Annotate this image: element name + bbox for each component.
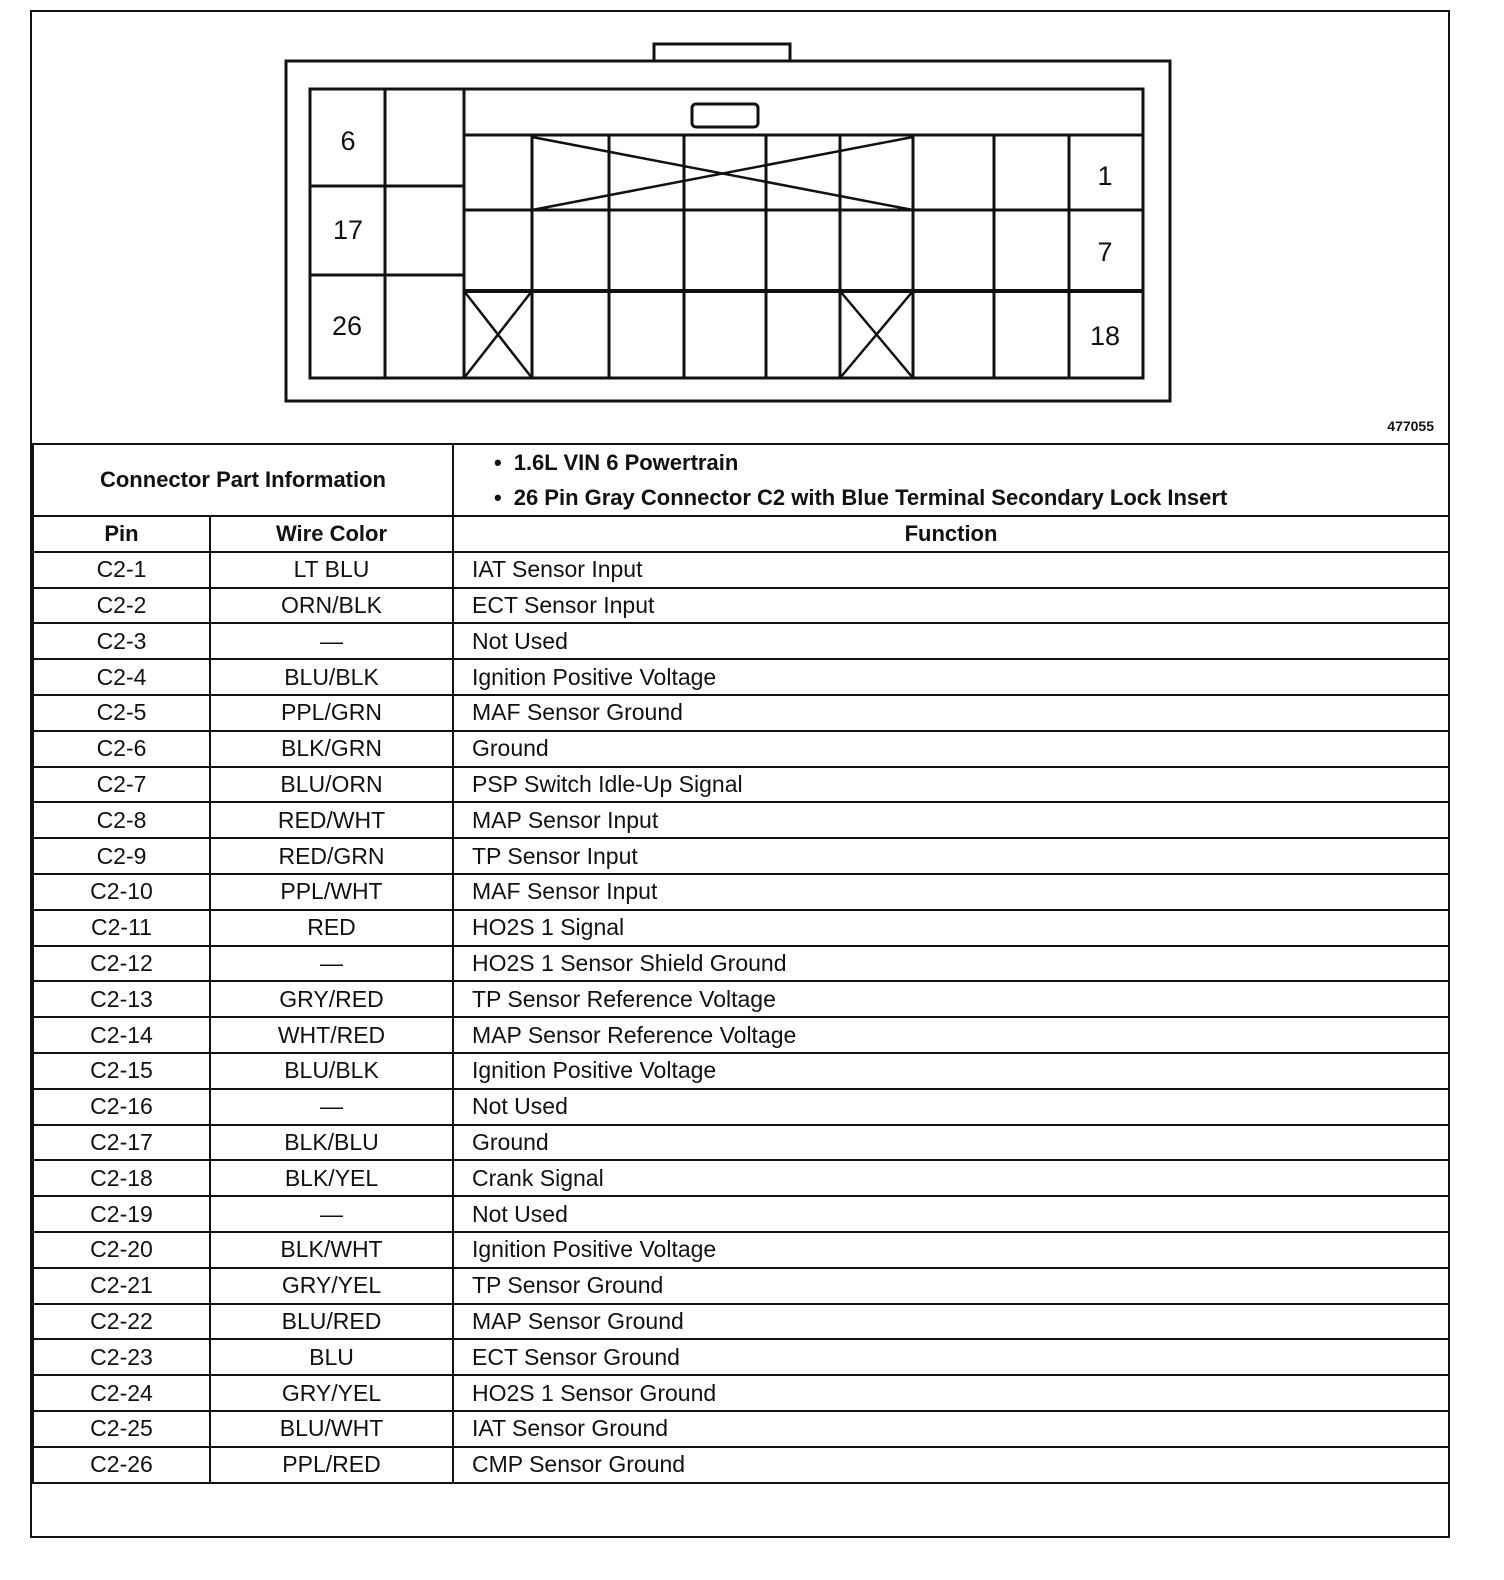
wire-color-cell: — <box>210 1196 453 1232</box>
table-row <box>33 946 1449 982</box>
connector-info-row <box>33 444 1449 516</box>
pin-cell: C2-17 <box>33 1125 210 1161</box>
wire-color-cell: BLU/WHT <box>210 1411 453 1447</box>
table-row <box>33 767 1449 803</box>
pin-cell: C2-20 <box>33 1232 210 1268</box>
pin-cell: C2-22 <box>33 1304 210 1340</box>
table-row <box>33 1339 1449 1375</box>
lock-insert-slot <box>692 104 758 127</box>
table-row <box>33 695 1449 731</box>
function-cell: Not Used <box>453 1196 1449 1232</box>
function-cell: Ground <box>453 731 1449 767</box>
pin-cell: C2-13 <box>33 981 210 1017</box>
pin-cell: C2-21 <box>33 1268 210 1304</box>
wire-color-cell: PPL/RED <box>210 1447 453 1483</box>
column-header-pin: Pin <box>33 516 210 552</box>
function-cell: Ignition Positive Voltage <box>453 1053 1449 1089</box>
pin-cell: C2-12 <box>33 946 210 982</box>
cavity-label-1: 1 <box>1097 161 1113 191</box>
cavity-label-6: 6 <box>340 126 356 156</box>
table-row <box>33 1268 1449 1304</box>
wire-color-cell: — <box>210 946 453 982</box>
table-row <box>33 1125 1449 1161</box>
info-bullet: • 1.6L VIN 6 Powertrain <box>494 450 739 475</box>
function-cell: MAF Sensor Ground <box>453 695 1449 731</box>
function-cell: IAT Sensor Input <box>453 552 1449 588</box>
pin-cell: C2-26 <box>33 1447 210 1483</box>
connector-info-title: Connector Part Information <box>33 444 453 516</box>
table-row <box>33 1447 1449 1483</box>
function-cell: Crank Signal <box>453 1160 1449 1196</box>
function-cell: ECT Sensor Input <box>453 588 1449 624</box>
function-cell: MAP Sensor Reference Voltage <box>453 1017 1449 1053</box>
pin-cell: C2-25 <box>33 1411 210 1447</box>
table-row <box>33 1375 1449 1411</box>
connector-latch-tab <box>654 44 790 61</box>
cavity-label-26: 26 <box>331 311 363 341</box>
wire-color-cell: GRY/YEL <box>210 1268 453 1304</box>
function-cell: TP Sensor Ground <box>453 1268 1449 1304</box>
wire-color-cell: GRY/RED <box>210 981 453 1017</box>
wire-color-cell: RED/GRN <box>210 838 453 874</box>
function-cell: Not Used <box>453 623 1449 659</box>
pin-cell: C2-9 <box>33 838 210 874</box>
wire-color-cell: BLU/RED <box>210 1304 453 1340</box>
wire-color-cell: BLK/BLU <box>210 1125 453 1161</box>
pin-cell: C2-10 <box>33 874 210 910</box>
wire-color-cell: ORN/BLK <box>210 588 453 624</box>
wire-color-cell: BLK/YEL <box>210 1160 453 1196</box>
table-row <box>33 623 1449 659</box>
table-row <box>33 1017 1449 1053</box>
cavity-label-7: 7 <box>1097 237 1113 267</box>
function-cell: MAF Sensor Input <box>453 874 1449 910</box>
table-row <box>33 910 1449 946</box>
table-row <box>33 1232 1449 1268</box>
table-row <box>33 1160 1449 1196</box>
wire-color-cell: GRY/YEL <box>210 1375 453 1411</box>
table-row <box>33 552 1449 588</box>
table-row <box>33 802 1449 838</box>
wire-color-cell: RED/WHT <box>210 802 453 838</box>
table-row <box>33 588 1449 624</box>
pin-cell: C2-2 <box>33 588 210 624</box>
function-cell: HO2S 1 Signal <box>453 910 1449 946</box>
function-cell: IAT Sensor Ground <box>453 1411 1449 1447</box>
pin-cell: C2-6 <box>33 731 210 767</box>
function-cell: PSP Switch Idle-Up Signal <box>453 767 1449 803</box>
connector-face-diagram <box>32 12 1448 442</box>
pin-cell: C2-1 <box>33 552 210 588</box>
pin-cell: C2-4 <box>33 659 210 695</box>
pin-cell: C2-7 <box>33 767 210 803</box>
pin-cell: C2-18 <box>33 1160 210 1196</box>
figure-id: 477055 <box>1387 418 1434 434</box>
grid-lines <box>310 89 1143 378</box>
table-row <box>33 659 1449 695</box>
wire-color-cell: BLK/GRN <box>210 731 453 767</box>
wire-color-cell: BLK/WHT <box>210 1232 453 1268</box>
pin-cell: C2-5 <box>33 695 210 731</box>
pin-cell: C2-19 <box>33 1196 210 1232</box>
cavity-label-18: 18 <box>1089 321 1121 351</box>
pin-cell: C2-11 <box>33 910 210 946</box>
function-cell: TP Sensor Input <box>453 838 1449 874</box>
pin-cell: C2-15 <box>33 1053 210 1089</box>
wire-color-cell: PPL/WHT <box>210 874 453 910</box>
cavity-label-17: 17 <box>332 215 364 245</box>
table-row <box>33 1196 1449 1232</box>
function-cell: ECT Sensor Ground <box>453 1339 1449 1375</box>
table-row <box>33 838 1449 874</box>
pin-cell: C2-16 <box>33 1089 210 1125</box>
pin-cell: C2-24 <box>33 1375 210 1411</box>
function-cell: HO2S 1 Sensor Shield Ground <box>453 946 1449 982</box>
function-cell: HO2S 1 Sensor Ground <box>453 1375 1449 1411</box>
function-cell: Ignition Positive Voltage <box>453 659 1449 695</box>
terminal-grid <box>310 89 1143 378</box>
connector-housing <box>286 61 1170 401</box>
wire-color-cell: WHT/RED <box>210 1017 453 1053</box>
column-header-wire-color: Wire Color <box>210 516 453 552</box>
info-bullet: • 26 Pin Gray Connector C2 with Blue Terminal Secondary Lock Insert <box>494 485 1228 510</box>
table-row <box>33 1411 1449 1447</box>
wire-color-cell: PPL/GRN <box>210 695 453 731</box>
connector-document <box>30 10 1450 1538</box>
pin-cell: C2-8 <box>33 802 210 838</box>
function-cell: MAP Sensor Input <box>453 802 1449 838</box>
function-cell: CMP Sensor Ground <box>453 1447 1449 1483</box>
connector-info-list <box>453 444 1449 516</box>
pin-cell: C2-3 <box>33 623 210 659</box>
function-cell: MAP Sensor Ground <box>453 1304 1449 1340</box>
table-row <box>33 1053 1449 1089</box>
wire-color-cell: — <box>210 1089 453 1125</box>
table-row <box>33 874 1449 910</box>
function-cell: TP Sensor Reference Voltage <box>453 981 1449 1017</box>
column-header-function: Function <box>453 516 1449 552</box>
column-header-row <box>33 516 1449 552</box>
wire-color-cell: LT BLU <box>210 552 453 588</box>
function-cell: Ground <box>453 1125 1449 1161</box>
pinout-table <box>32 443 1450 1484</box>
wire-color-cell: — <box>210 623 453 659</box>
wire-color-cell: BLU/BLK <box>210 659 453 695</box>
wire-color-cell: RED <box>210 910 453 946</box>
function-cell: Ignition Positive Voltage <box>453 1232 1449 1268</box>
wire-color-cell: BLU/BLK <box>210 1053 453 1089</box>
wire-color-cell: BLU <box>210 1339 453 1375</box>
table-row <box>33 981 1449 1017</box>
wire-color-cell: BLU/ORN <box>210 767 453 803</box>
pin-cell: C2-23 <box>33 1339 210 1375</box>
table-row <box>33 731 1449 767</box>
pin-cell: C2-14 <box>33 1017 210 1053</box>
table-row <box>33 1304 1449 1340</box>
table-row <box>33 1089 1449 1125</box>
function-cell: Not Used <box>453 1089 1449 1125</box>
